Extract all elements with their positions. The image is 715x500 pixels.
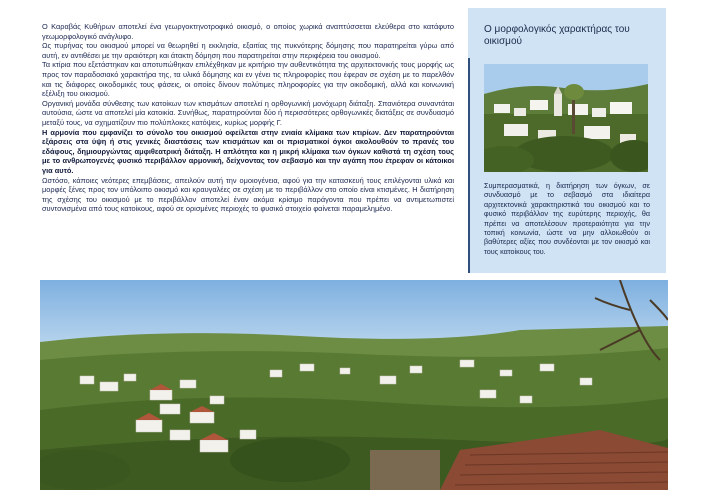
- village-photo-small: [484, 64, 648, 172]
- sidebar-header: [468, 8, 666, 58]
- village-panorama-photo: [40, 280, 668, 490]
- paragraph: Ως πυρήνας του οικισμού μπορεί να θεωρηθεί η εκκλησία, εξαιτίας της πυκνότερης δόμησης που παρατηρείται γύρω από αυτή, εν αντιθέσει με την αραιότερη και άτακτη δόμηση που παρατηρείται στην περιφέρεια του οικισμού.: [42, 41, 454, 60]
- sidebar-caption: Συμπερασματικά, η διατήρηση των όγκων, σε συνδυασμό με το σεβασμό στα ιδιαίτερα αρχιτεκτονικά χαρακτηριστικά του οικισμού και το φυσικό περιβάλλον της ευρύτερης περιοχής, θα πρέπει να αποτελέσουν προτεραιότητα για την τοπική κοινωνία, ώστε να μην αλλοιωθούν οι βαθύτερες αξίες που συνδέονται με τον οικισμό και τους κατοίκους του.: [484, 181, 650, 256]
- paragraph: Ο Καραβάς Κυθήρων αποτελεί ένα γεωργοκτηνοτροφικό οικισμό, ο οποίος χωρικά αναπτύσσεται ελεύθερα στο κατάφυτο γεωμορφολογικό ανάγλυφο.: [42, 22, 454, 41]
- bold-paragraph: Η αρμονία που εμφανίζει το σύνολο του οικισμού οφείλεται στην ενιαία κλίμακα των κτιρίων. Δεν παρατηρούνται εξάρσεις στα ύψη ή στις γενικές διαστάσεις των κτισμάτων και οι πρισματικοί όγκοι ακολουθούν το πρανές του εδάφους, δημιουργώντας αμφιθεατρική διάταξη. Η απλότητα και η μικρή κλίμακα των όγκων καθιστά τη σχέση τους με το ανθρωπογενές φυσικό περιβάλλον αρμονική, δείχνοντας τον σεβασμό και την αγάπη που έτρεφαν οι κάτοικοι για αυτό.: [42, 127, 454, 175]
- paragraph: Οργανική μονάδα σύνθεσης των κατοίκων των κτισμάτων αποτελεί η ορθογωνική μονόχωρη διάταξη. Σπανιότερα συναντάται αυτούσια, ώστε να αποτελεί μία κατοικία. Συνήθως, παρατηρούνται δύο ή περισσότερες ορθογωνικές διατάξεις σε συνδυασμό μεταξύ τους, να σχηματίζουν πιο πολύπλοκες κατόψεις, κυρίως μορφής Γ.: [42, 98, 454, 127]
- sidebar-panel: [468, 8, 666, 273]
- sidebar-title: Ο μορφολογικός χαρακτήρας του οικισμού: [484, 24, 630, 47]
- paragraph: Τα κτίρια που εξετάστηκαν και αποτυπώθηκαν επιλέχθηκαν με κριτήριο την αυθεντικότητα της αρχιτεκτονικής τους μορφής ως προς τον παραδοσιακό χαρακτήρα της, τα υλικά δόμησης και εν γένει τις πληροφορίες που έφεραν σε σχέση με το παρελθόν και τις διάφορες οικοδομικές τους φάσεις, οι οποίες δίνουν πολύτιμες πληροφορίες για την οικοδομική, αλλά και κοινωνική εξέλιξη του οικισμού.: [42, 60, 454, 99]
- main-text-column: [42, 22, 454, 214]
- paragraph: Ωστόσο, κάποιες νεότερες επεμβάσεις, απειλούν αυτή την ομοιογένεια, αφού για την κατασκευή τους επιλέγονται υλικά και μορφές ξένες προς τον υπόλοιπο οικισμό και κραυγαλέες σε σχέση με το περιβάλλον στο οποίο είναι κτισμένες. Η διατήρηση της σχέσης του οικισμού με το περιβάλλον αποτελεί έναν ακόμα κρίσιμο παράγοντα που πρέπει να αντιμετωπιστεί συντονισμένα από τους κατοίκους, αφού σε ορισμένες περιοχές το φυσικό στοιχείο φαίνεται παραμελημένο.: [42, 175, 454, 214]
